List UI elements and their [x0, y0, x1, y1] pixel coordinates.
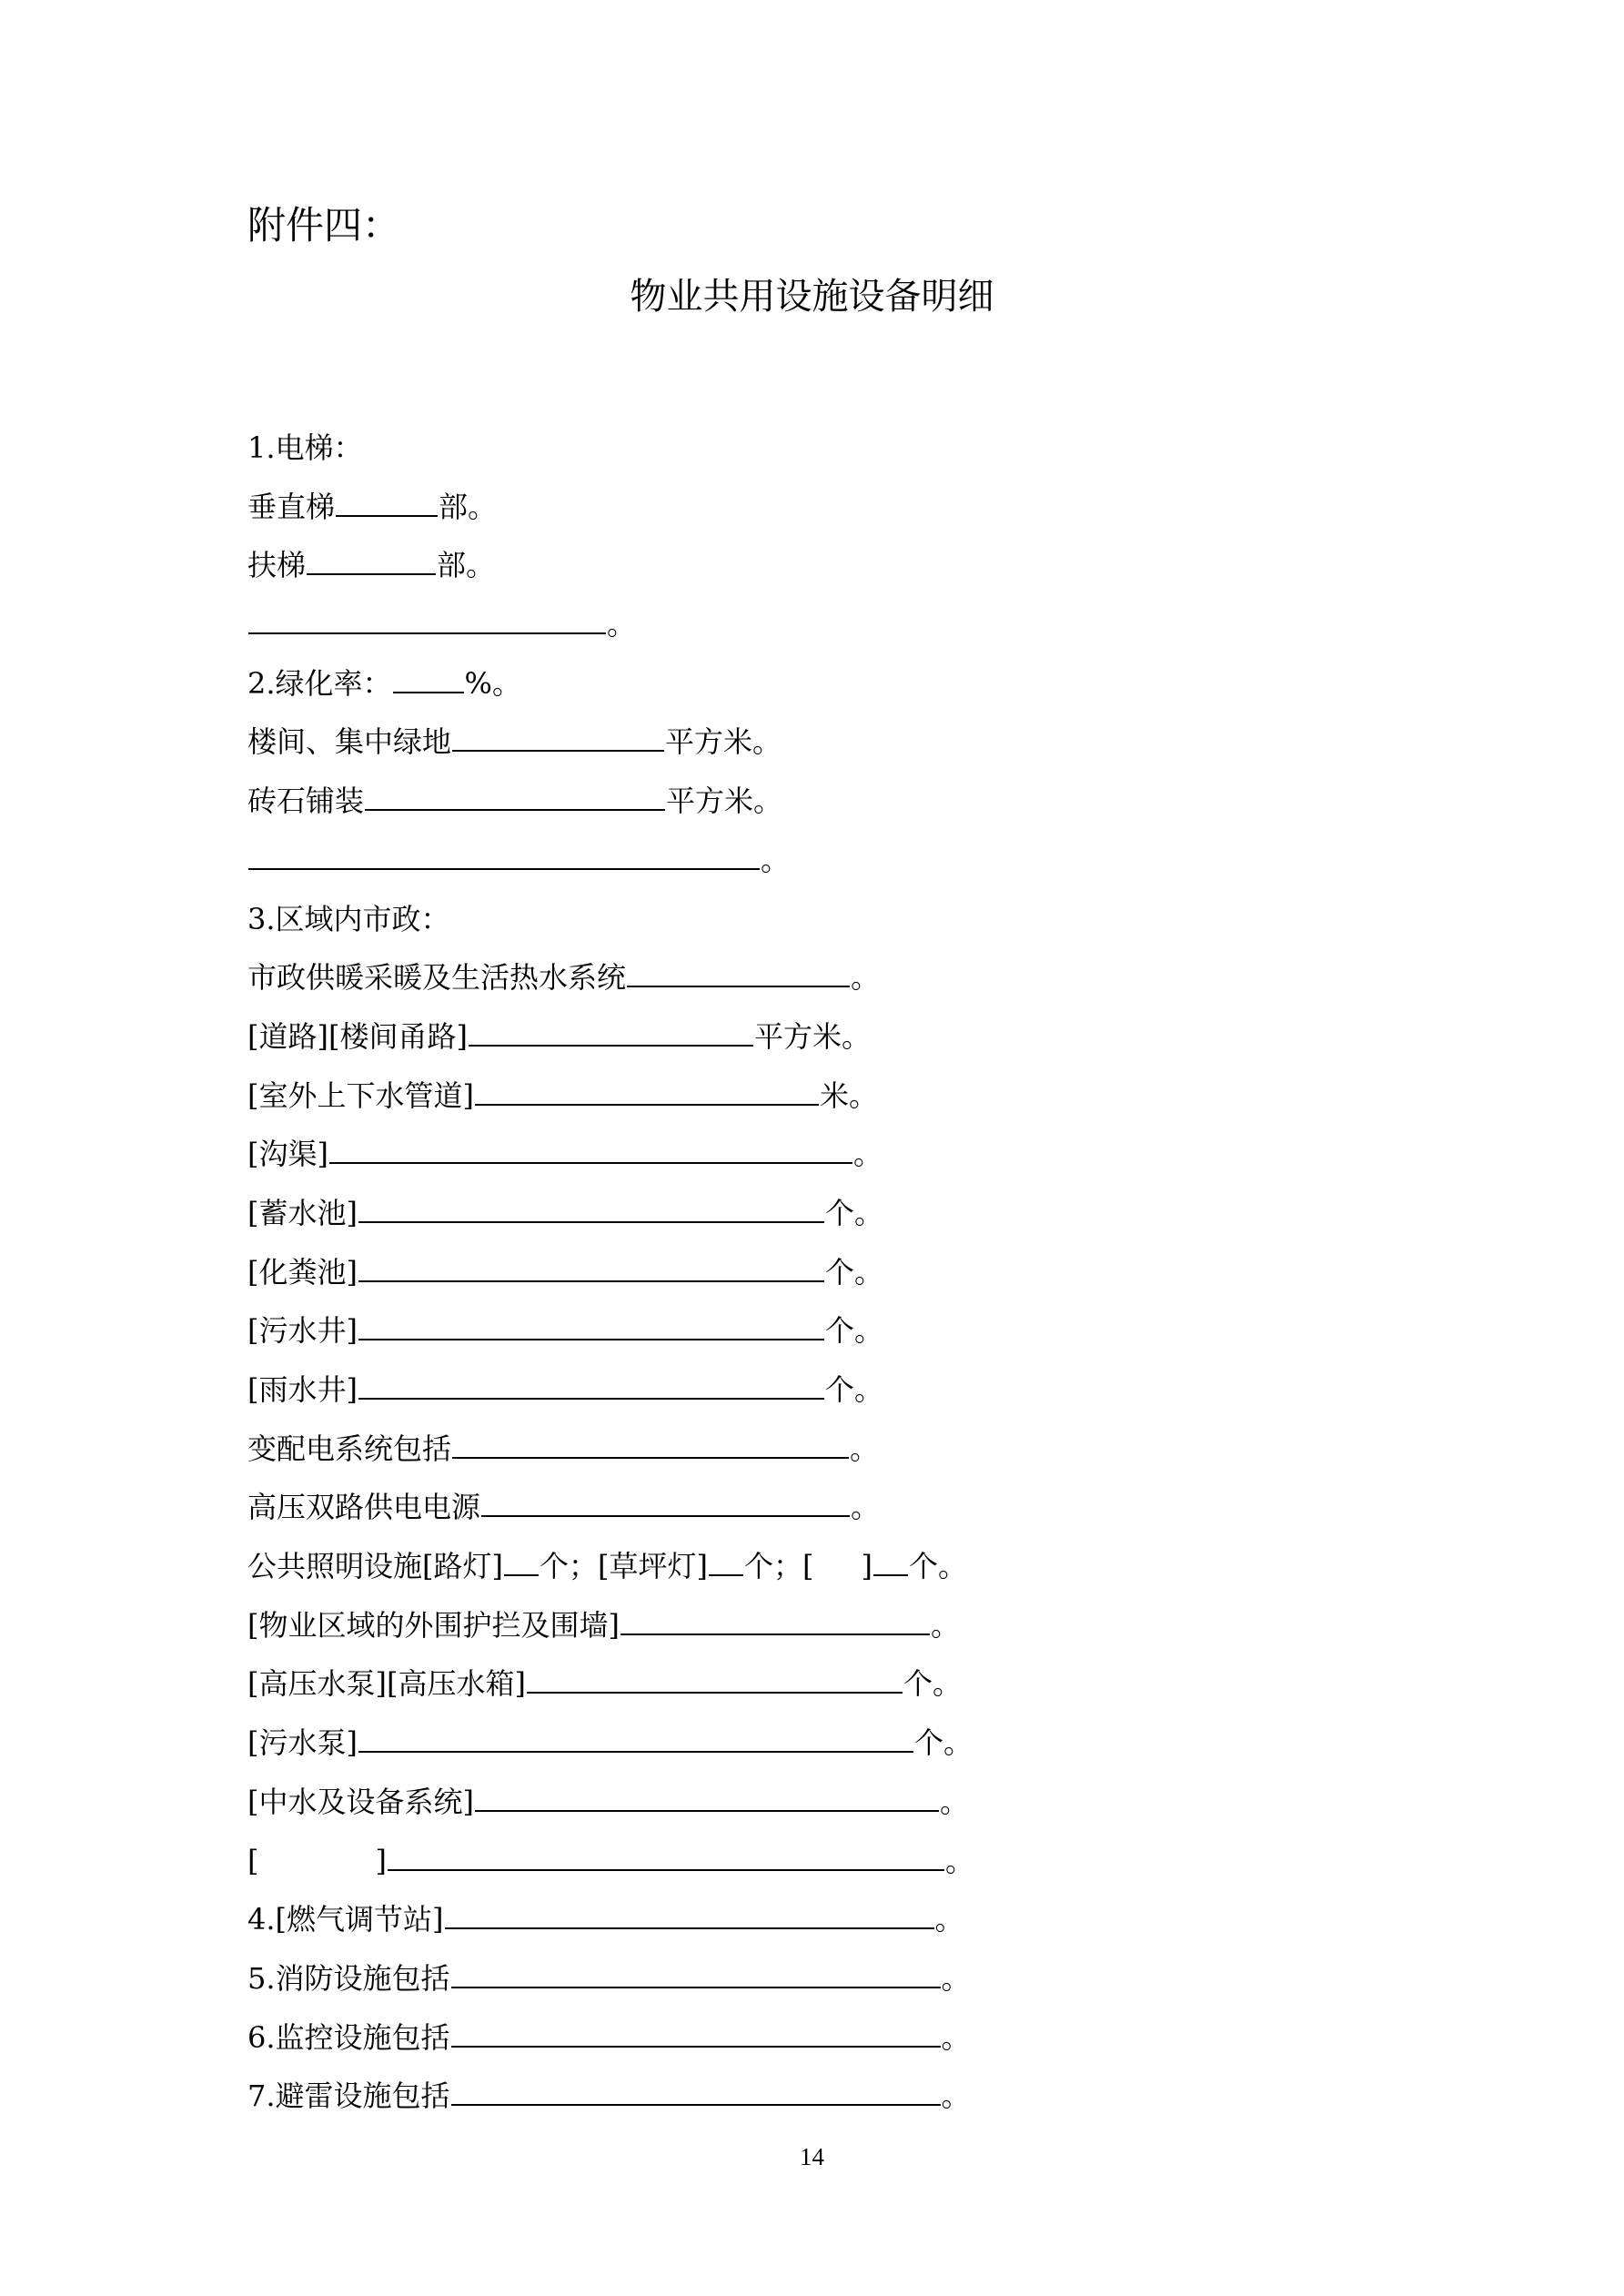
municipal-item: [雨水井] 个。	[247, 1372, 883, 1407]
elevator-other-line: 。	[247, 595, 1430, 654]
blank-line	[451, 1987, 941, 1988]
blank-line	[393, 692, 464, 693]
municipal-item: [室外上下水管道] 米。	[247, 1077, 878, 1113]
green-area-line: 楼间、集中绿地 平方米。	[247, 724, 782, 760]
blank-line	[504, 1574, 539, 1576]
other-facility-line: 4.[燃气调节站] 。	[247, 1902, 964, 1937]
page-number: 14	[800, 2143, 824, 2170]
blank-line	[452, 1457, 849, 1459]
blank-line	[481, 1515, 850, 1517]
blank-line	[248, 868, 760, 870]
blank-line	[307, 573, 436, 575]
municipal-item: [化粪池] 个。	[247, 1254, 883, 1290]
municipal-item: [蓄水池] 个。	[247, 1195, 883, 1230]
other-facility-line: 7.避雷设施包括 。	[247, 2079, 971, 2114]
blank-line	[709, 1574, 743, 1576]
blank-line	[452, 750, 664, 752]
blank-line	[358, 1398, 824, 1400]
greening-other-line: 。	[247, 831, 1430, 890]
public-lighting-line: 公共照明设施[路灯] 个；[草坪灯] 个；[ ] 个。	[247, 1549, 967, 1584]
municipal-item: 变配电系统包括 。	[247, 1431, 880, 1466]
blank-line	[451, 2046, 941, 2048]
municipal-item: [污水泵] 个。	[247, 1725, 973, 1761]
custom-facility-line: [ ] 。	[247, 1843, 974, 1878]
blank-line	[358, 1280, 824, 1282]
blank-line	[451, 2104, 941, 2106]
blank-line	[248, 632, 606, 634]
municipal-item: [高压水泵][高压水箱] 个。	[247, 1666, 962, 1702]
document-body	[247, 419, 1430, 2126]
blank-line	[329, 1162, 852, 1164]
blank-line	[388, 1869, 944, 1871]
municipal-item: [沟渠] 。	[247, 1137, 883, 1172]
municipal-item: 市政供暖采暖及生活热水系统 。	[247, 960, 881, 996]
paving-line: 砖石铺装 平方米。	[247, 784, 783, 819]
municipal-item: [污水井] 个。	[247, 1313, 883, 1349]
blank-line	[475, 1810, 939, 1812]
blank-line	[475, 1104, 819, 1106]
attachment-label: 附件四：	[247, 203, 401, 248]
blank-line	[873, 1574, 908, 1576]
municipal-item: [物业区域的外围护拦及围墙] 。	[247, 1607, 960, 1643]
blank-line	[627, 986, 850, 987]
blank-line	[620, 1633, 930, 1635]
blank-line	[445, 1927, 934, 1929]
blank-line	[469, 1045, 753, 1047]
municipal-heading: 3.区域内市政：	[247, 901, 450, 936]
other-facility-line: 6.监控设施包括 。	[247, 2019, 971, 2055]
greening-rate-line: 2.绿化率： %。	[247, 665, 521, 701]
municipal-item: [中水及设备系统] 。	[247, 1784, 969, 1819]
page-title: 物业共用设施设备明细	[630, 276, 994, 318]
blank-line	[358, 1221, 824, 1223]
municipal-item: 高压双路供电电源 。	[247, 1490, 881, 1525]
blank-line	[358, 1751, 913, 1753]
blank-line	[336, 515, 438, 517]
blank-line	[358, 1339, 824, 1340]
elevator-heading: 1.电梯：	[247, 430, 363, 465]
escalator-line: 扶梯 部。	[247, 548, 496, 583]
blank-line	[365, 809, 665, 811]
vertical-elevator-line: 垂直梯 部。	[247, 489, 498, 524]
blank-line	[527, 1692, 903, 1694]
other-facility-line: 5.消防设施包括 。	[247, 1960, 971, 1996]
municipal-item: [道路][楼间甬路] 平方米。	[247, 1018, 871, 1054]
